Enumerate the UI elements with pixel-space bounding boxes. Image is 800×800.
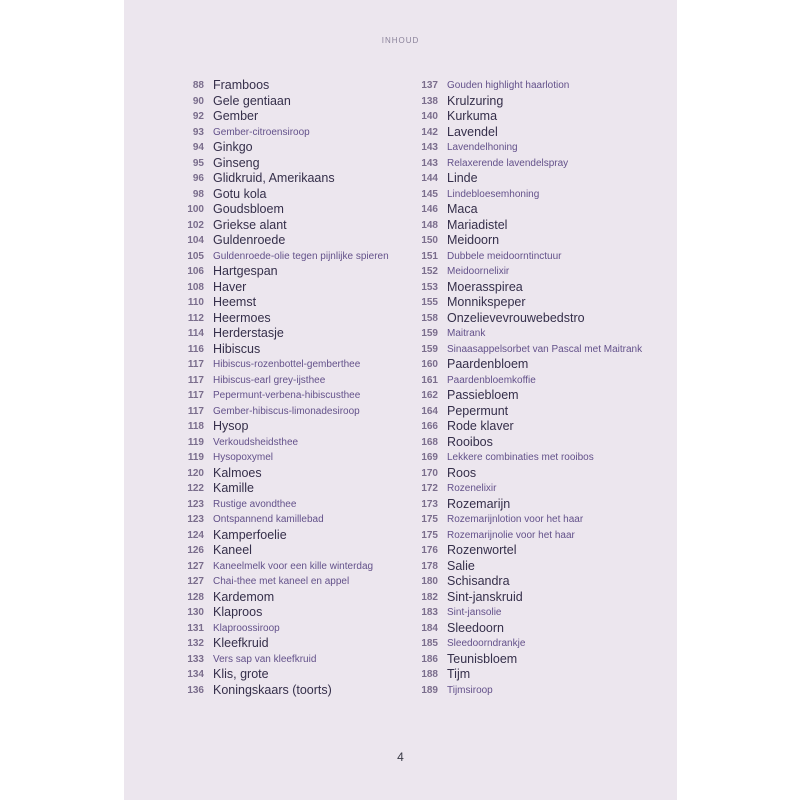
toc-entry-title: Kamille <box>213 481 254 495</box>
toc-page-number: 188 <box>421 669 438 680</box>
toc-entry-title: Haver <box>213 279 247 294</box>
toc-entry <box>178 667 418 683</box>
toc-entry <box>178 388 418 404</box>
toc-page-number: 172 <box>421 483 438 494</box>
toc-entry <box>178 621 418 637</box>
page-number: 4 <box>397 750 404 764</box>
toc-entry-title: Schisandra <box>447 574 510 588</box>
toc-entry <box>178 419 418 435</box>
toc-entry <box>412 218 652 234</box>
toc-page-number: 118 <box>187 421 204 432</box>
toc-entry-title: Teunisbloem <box>447 651 518 666</box>
toc-page-number: 134 <box>187 669 204 680</box>
toc-page-number: 158 <box>421 312 438 324</box>
toc-page-number: 143 <box>421 142 438 153</box>
toc-entry <box>412 78 652 94</box>
toc-page-number: 143 <box>421 157 438 169</box>
toc-page-number: 153 <box>421 281 438 293</box>
toc-subentry-title: Lekkere combinaties met rooibos <box>447 452 594 463</box>
toc-page-number: 120 <box>187 467 204 479</box>
toc-entry <box>412 574 652 590</box>
toc-entry-title: Pepermunt <box>447 403 509 418</box>
toc-entry <box>178 280 418 296</box>
toc-page-number: 152 <box>421 266 438 277</box>
toc-entry <box>178 512 418 528</box>
toc-subentry-title: Relaxerende lavendelspray <box>447 157 569 169</box>
toc-page-number: 117 <box>187 390 204 401</box>
toc-entry <box>178 342 418 358</box>
toc-page-number: 93 <box>192 126 204 138</box>
toc-entry <box>412 497 652 513</box>
toc-subentry-title: Sint-jansolie <box>447 607 502 618</box>
toc-page-number: 116 <box>187 343 204 355</box>
toc-entry <box>412 388 652 404</box>
toc-subentry-title: Meidoornelixir <box>447 266 510 277</box>
toc-entry <box>412 636 652 652</box>
toc-page-number: 100 <box>187 204 204 215</box>
toc-entry-title: Kardemom <box>213 589 275 604</box>
toc-entry <box>178 78 418 94</box>
toc-entry <box>178 140 418 156</box>
toc-page-number: 150 <box>421 235 438 246</box>
toc-page-number: 112 <box>187 312 204 324</box>
toc-entry <box>178 373 418 389</box>
toc-entry <box>178 94 418 110</box>
toc-page-number: 110 <box>187 297 204 308</box>
toc-page-number: 151 <box>421 250 438 262</box>
toc-entry-title: Maca <box>447 202 478 216</box>
toc-entry <box>412 435 652 451</box>
toc-page-number: 161 <box>421 374 438 386</box>
toc-entry-title: Kurkuma <box>447 109 498 123</box>
toc-page-number: 184 <box>421 622 438 634</box>
toc-page-number: 186 <box>421 653 438 665</box>
toc-entry <box>412 109 652 125</box>
toc-entry-title: Rozenwortel <box>447 543 517 557</box>
book-page <box>124 0 677 800</box>
toc-entry-title: Krulzuring <box>447 93 504 108</box>
toc-page-number: 164 <box>421 405 438 417</box>
toc-entry <box>412 466 652 482</box>
toc-entry <box>412 202 652 218</box>
toc-entry-title: Mariadistel <box>447 217 508 232</box>
toc-page-number: 166 <box>421 421 438 432</box>
toc-entry <box>178 481 418 497</box>
toc-entry <box>178 125 418 141</box>
toc-page-number: 173 <box>421 498 438 510</box>
toc-subentry-title: Vers sap van kleefkruid <box>213 653 317 665</box>
toc-entry-title: Hysop <box>213 419 249 433</box>
toc-entry-title: Linde <box>447 171 478 185</box>
toc-subentry-title: Rozemarijnlotion voor het haar <box>447 514 584 525</box>
toc-entry <box>178 202 418 218</box>
toc-page-number: 159 <box>421 328 438 339</box>
toc-entry <box>178 450 418 466</box>
toc-entry <box>178 574 418 590</box>
toc-page-number: 168 <box>421 436 438 448</box>
toc-entry <box>178 590 418 606</box>
toc-entry-title: Framboos <box>213 78 270 92</box>
toc-entry <box>178 543 418 559</box>
toc-page-number: 148 <box>421 219 438 231</box>
toc-page-number: 175 <box>421 529 438 541</box>
toc-entry <box>412 481 652 497</box>
toc-subentry-title: Tijmsiroop <box>447 684 493 696</box>
toc-page-number: 127 <box>187 576 204 587</box>
toc-entry <box>178 249 418 265</box>
toc-entry <box>178 528 418 544</box>
toc-subentry-title: Sleedoorndrankje <box>447 638 526 649</box>
toc-entry-title: Monnikspeper <box>447 295 526 309</box>
toc-entry <box>412 605 652 621</box>
toc-page-number: 117 <box>187 405 204 417</box>
toc-entry <box>412 94 652 110</box>
toc-page-number: 160 <box>421 359 438 370</box>
toc-entry-title: Kalmoes <box>213 465 262 480</box>
toc-entry <box>412 125 652 141</box>
toc-subentry-title: Verkoudsheidsthee <box>213 436 299 448</box>
toc-entry <box>412 652 652 668</box>
toc-entry <box>412 264 652 280</box>
toc-subentry-title: Paardenbloemkoffie <box>447 374 536 386</box>
toc-page-number: 170 <box>421 467 438 479</box>
toc-entry <box>412 140 652 156</box>
toc-page-number: 128 <box>187 591 204 603</box>
toc-page-number: 136 <box>187 684 204 696</box>
toc-entry-title: Rozemarijn <box>447 496 511 511</box>
toc-entry-title: Heermoes <box>213 310 271 325</box>
toc-entry-title: Gele gentiaan <box>213 93 291 108</box>
toc-page-number: 131 <box>187 622 204 634</box>
toc-page-number: 117 <box>187 359 204 370</box>
toc-column-left <box>178 78 418 698</box>
toc-entry <box>178 295 418 311</box>
toc-entry-title: Moerasspirea <box>447 279 523 294</box>
toc-entry-title: Tijm <box>447 667 471 681</box>
toc-entry <box>412 419 652 435</box>
toc-subentry-title: Rozenelixir <box>447 483 497 494</box>
toc-entry <box>412 233 652 249</box>
toc-entry <box>412 156 652 172</box>
toc-entry <box>178 109 418 125</box>
toc-entry-title: Salie <box>447 558 475 573</box>
toc-entry <box>178 466 418 482</box>
toc-page-number: 176 <box>421 545 438 556</box>
toc-subentry-title: Kaneelmelk voor een kille winterdag <box>213 560 374 572</box>
toc-entry <box>178 326 418 342</box>
toc-page-number: 142 <box>421 126 438 138</box>
running-header: INHOUD <box>381 36 420 45</box>
toc-subentry-title: Hibiscus-earl grey-ijsthee <box>213 374 326 386</box>
toc-entry-title: Meidoorn <box>447 233 500 247</box>
toc-entry-title: Griekse alant <box>213 217 287 232</box>
toc-subentry-title: Lindebloesemhoning <box>447 188 540 200</box>
toc-entry-title: Hibiscus <box>213 341 261 356</box>
toc-subentry-title: Hysopoxymel <box>213 452 274 463</box>
toc-page-number: 124 <box>187 529 204 541</box>
toc-entry <box>178 605 418 621</box>
toc-entry-title: Kleefkruid <box>213 636 269 650</box>
toc-page-number: 140 <box>421 111 438 122</box>
toc-entry-title: Koningskaars (toorts) <box>213 682 332 697</box>
toc-entry-title: Kaneel <box>213 543 252 557</box>
toc-entry-title: Kamperfoelie <box>213 527 287 542</box>
toc-page-number: 155 <box>421 297 438 308</box>
toc-subentry-title: Rozemarijnolie voor het haar <box>447 529 575 541</box>
toc-subentry-title: Rustige avondthee <box>213 498 297 510</box>
toc-entry <box>178 652 418 668</box>
toc-page-number: 180 <box>421 576 438 587</box>
toc-page-number: 117 <box>187 374 204 386</box>
toc-entry-title: Ginkgo <box>213 140 253 154</box>
toc-column-right <box>412 78 652 698</box>
toc-page-number: 94 <box>192 142 204 153</box>
toc-page-number: 88 <box>192 80 204 91</box>
toc-page-number: 146 <box>421 204 438 215</box>
toc-page-number: 126 <box>187 545 204 556</box>
toc-page-number: 182 <box>421 591 438 603</box>
toc-entry <box>178 233 418 249</box>
toc-entry <box>412 590 652 606</box>
toc-subentry-title: Gouden highlight haarlotion <box>447 80 570 91</box>
toc-page-number: 104 <box>187 235 204 246</box>
toc-entry-title: Sleedoorn <box>447 620 504 635</box>
toc-page-number: 178 <box>421 560 438 572</box>
toc-subentry-title: Ontspannend kamillebad <box>213 514 324 525</box>
toc-page-number: 96 <box>192 173 204 184</box>
toc-entry <box>412 295 652 311</box>
toc-page-number: 102 <box>187 219 204 231</box>
toc-entry <box>412 249 652 265</box>
toc-entry-title: Rode klaver <box>447 419 514 433</box>
toc-entry-title: Heemst <box>213 295 257 309</box>
toc-page-number: 189 <box>421 684 438 696</box>
toc-entry <box>178 311 418 327</box>
toc-page-number: 92 <box>192 111 204 122</box>
toc-entry <box>412 342 652 358</box>
toc-entry-title: Ginseng <box>213 155 260 170</box>
toc-page-number: 123 <box>187 498 204 510</box>
toc-page-number: 145 <box>421 188 438 200</box>
toc-entry <box>412 280 652 296</box>
toc-page-number: 162 <box>421 390 438 401</box>
toc-entry <box>412 543 652 559</box>
toc-page-number: 144 <box>421 173 438 184</box>
toc-entry-title: Glidkruid, Amerikaans <box>213 171 335 185</box>
toc-entry-title: Paardenbloem <box>447 357 529 371</box>
toc-entry-title: Sint-janskruid <box>447 589 523 604</box>
toc-entry <box>178 497 418 513</box>
toc-page-number: 119 <box>187 436 204 448</box>
toc-page-number: 98 <box>192 188 204 200</box>
toc-entry-title: Gotu kola <box>213 186 267 201</box>
toc-entry <box>178 187 418 203</box>
toc-entry-title: Goudsbloem <box>213 202 284 216</box>
toc-entry <box>412 512 652 528</box>
toc-entry <box>412 357 652 373</box>
toc-entry-title: Roos <box>447 465 477 480</box>
toc-entry <box>178 435 418 451</box>
toc-entry <box>178 218 418 234</box>
toc-entry <box>178 559 418 575</box>
toc-entry <box>412 404 652 420</box>
toc-page-number: 169 <box>421 452 438 463</box>
toc-entry <box>412 683 652 699</box>
toc-page-number: 183 <box>421 607 438 618</box>
toc-entry <box>178 404 418 420</box>
toc-entry-title: Rooibos <box>447 434 493 449</box>
toc-page-number: 137 <box>421 80 438 91</box>
toc-page-number: 105 <box>187 250 204 262</box>
toc-entry <box>178 636 418 652</box>
toc-entry <box>412 326 652 342</box>
toc-page-number: 106 <box>187 266 204 277</box>
toc-page-number: 185 <box>421 638 438 649</box>
toc-subentry-title: Gember-citroensiroop <box>213 126 310 138</box>
toc-page-number: 108 <box>187 281 204 293</box>
toc-subentry-title: Guldenroede-olie tegen pijnlijke spieren <box>213 250 389 262</box>
toc-subentry-title: Lavendelhoning <box>447 142 518 153</box>
toc-page-number: 95 <box>192 157 204 169</box>
toc-entry <box>412 311 652 327</box>
toc-entry-title: Passiebloem <box>447 388 519 402</box>
toc-entry <box>178 683 418 699</box>
toc-page-number: 119 <box>187 452 204 463</box>
toc-page-number: 127 <box>187 560 204 572</box>
toc-entry-title: Lavendel <box>447 124 498 139</box>
toc-page-number: 159 <box>421 343 438 355</box>
toc-page-number: 132 <box>187 638 204 649</box>
toc-entry-title: Klaproos <box>213 605 263 619</box>
toc-entry <box>412 171 652 187</box>
toc-page-number: 122 <box>187 483 204 494</box>
toc-subentry-title: Pepermunt-verbena-hibiscusthee <box>213 390 361 401</box>
toc-page-number: 133 <box>187 653 204 665</box>
toc-entry-title: Gember <box>213 109 259 123</box>
toc-subentry-title: Dubbele meidoorntinctuur <box>447 250 562 262</box>
toc-page-number: 123 <box>187 514 204 525</box>
toc-entry-title: Onzelievevrouwebedstro <box>447 310 585 325</box>
toc-entry-title: Herderstasje <box>213 326 284 340</box>
toc-subentry-title: Hibiscus-rozenbottel-gemberthee <box>213 359 361 370</box>
toc-page-number: 175 <box>421 514 438 525</box>
toc-entry <box>178 171 418 187</box>
toc-entry <box>178 357 418 373</box>
toc-page-number: 130 <box>187 607 204 618</box>
toc-entry <box>412 559 652 575</box>
toc-entry-title: Hartgespan <box>213 264 278 278</box>
toc-subentry-title: Klaproossiroop <box>213 622 280 634</box>
toc-entry <box>412 187 652 203</box>
toc-entry <box>412 373 652 389</box>
toc-subentry-title: Sinaasappelsorbet van Pascal met Maitrank <box>447 343 643 355</box>
toc-page-number: 90 <box>192 95 204 107</box>
toc-entry-title: Klis, grote <box>213 667 269 681</box>
toc-entry-title: Guldenroede <box>213 233 286 247</box>
toc-subentry-title: Gember-hibiscus-limonadesiroop <box>213 405 360 417</box>
toc-subentry-title: Chai-thee met kaneel en appel <box>213 576 350 587</box>
toc-entry <box>412 667 652 683</box>
toc-page-number: 138 <box>421 95 438 107</box>
toc-entry <box>412 621 652 637</box>
toc-entry <box>178 264 418 280</box>
toc-entry <box>412 528 652 544</box>
toc-page-number: 114 <box>187 328 204 339</box>
toc-entry <box>412 450 652 466</box>
toc-entry <box>178 156 418 172</box>
toc-subentry-title: Maitrank <box>447 328 486 339</box>
